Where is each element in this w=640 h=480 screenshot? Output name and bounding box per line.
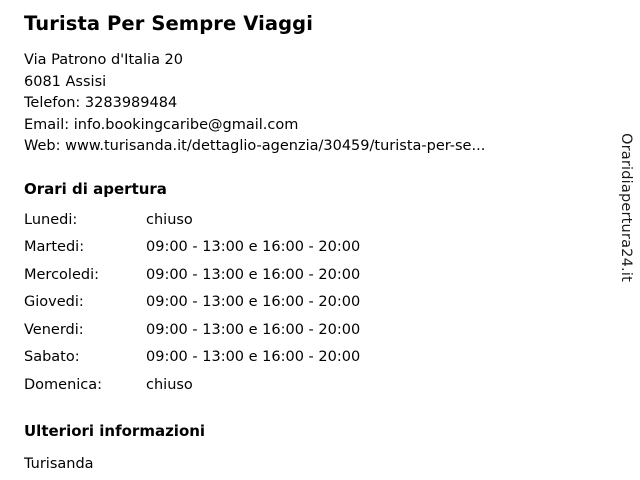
table-row [24, 321, 360, 349]
website-line: Web: www.turisanda.it/dettaglio-agenzia/30459/turista-per-se... [24, 138, 486, 154]
extra-info-heading: Ulteriori informazioni [24, 422, 206, 440]
phone-line: Telefon: 3283989484 [24, 95, 178, 111]
extra-info-body: Turisanda [24, 456, 94, 472]
address-line-city: 6081 Assisi [24, 73, 107, 90]
hours-day-label: Domenica: [24, 376, 103, 393]
table-row [24, 348, 360, 376]
table-row [24, 376, 360, 404]
hours-day-label: Martedi: [24, 239, 85, 255]
hours-day-value: 09:00 - 13:00 e 16:00 - 20:00 [146, 321, 361, 338]
address-line-street: Via Patrono d'Italia 20 [24, 52, 184, 68]
opening-hours-table [24, 211, 360, 404]
table-row [24, 238, 360, 266]
site-watermark: Oraridiapertura24.it [618, 133, 634, 282]
table-row [24, 293, 360, 321]
hours-day-label: Lunedi: [24, 211, 78, 228]
hours-day-value: chiuso [146, 211, 193, 228]
table-row [24, 266, 360, 294]
email-line: Email: info.bookingcaribe@gmail.com [24, 116, 299, 133]
hours-day-value: 09:00 - 13:00 e 16:00 - 20:00 [146, 349, 361, 365]
hours-day-label: Venerdi: [24, 321, 84, 338]
table-row [24, 211, 360, 239]
business-info-block [24, 10, 584, 474]
hours-day-label: Giovedi: [24, 294, 84, 310]
opening-hours-heading: Orari di apertura [24, 179, 167, 198]
hours-day-value: 09:00 - 13:00 e 16:00 - 20:00 [146, 239, 361, 255]
hours-day-label: Sabato: [24, 349, 80, 365]
hours-day-value: 09:00 - 13:00 e 16:00 - 20:00 [146, 266, 361, 283]
hours-day-value: chiuso [146, 376, 193, 393]
hours-day-value: 09:00 - 13:00 e 16:00 - 20:00 [146, 294, 361, 310]
hours-day-label: Mercoledi: [24, 266, 99, 283]
page-title: Turista Per Sempre Viaggi [24, 12, 314, 35]
